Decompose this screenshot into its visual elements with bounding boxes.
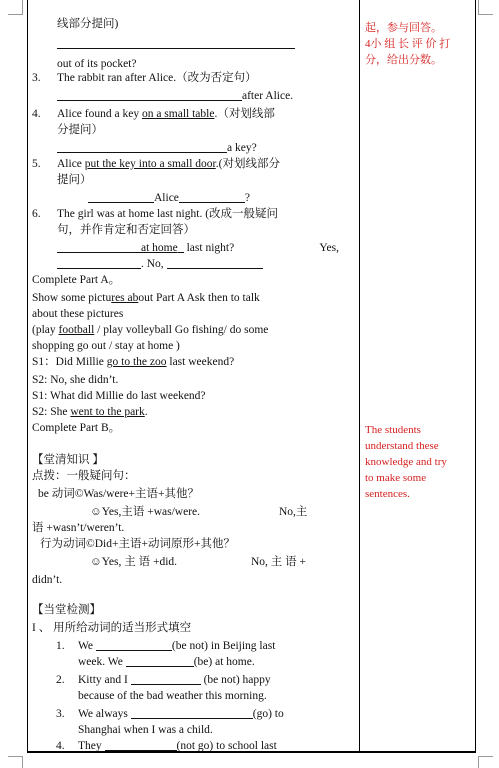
q6-ans-at-home: at home — [141, 242, 178, 254]
q5-line2: 提问） — [57, 174, 92, 186]
q4-answer-tail: a key? — [227, 142, 257, 154]
crop-mark-top-left-v — [22, 0, 23, 14]
side-note-mid-line1: The students — [365, 424, 421, 436]
part-a-play-post: / play volleyball Go fishing/ do some — [94, 324, 269, 336]
q6-ans-last-night: last night? — [186, 242, 235, 254]
q4-number: 4. — [32, 108, 41, 120]
q2-line2: out of its pocket? — [57, 58, 137, 70]
q6-answer-line2 — [57, 256, 263, 272]
test-item-3-line1 — [78, 706, 284, 722]
q5-number: 5. — [32, 158, 41, 170]
part-a-play-pre: (play — [32, 324, 59, 336]
q3-text: The rabbit ran after Alice.（改为否定句） — [57, 72, 257, 84]
test-item-2-line1 — [78, 672, 271, 688]
test-item-1-hint: (be not) in Beijing last — [171, 640, 276, 652]
q4-answer — [57, 140, 257, 156]
knowledge-be-answer: ☺Yes,主语 +was/were. — [90, 506, 201, 518]
q6-answer-blank-3[interactable] — [167, 256, 263, 269]
q6-underline-gap — [178, 240, 184, 253]
test-item-1-line2 — [78, 654, 255, 670]
part-a-show-ul: res ab — [111, 292, 139, 304]
side-note-top — [365, 20, 471, 68]
q4-text — [57, 106, 275, 122]
q4-line2: 分提问） — [57, 124, 103, 136]
q2-answer-line[interactable] — [57, 36, 295, 52]
side-note-mid-line4: to make some — [365, 472, 427, 484]
test-item-1-number: 1. — [56, 640, 65, 652]
knowledge-title: 【堂清知识 】 — [32, 454, 104, 466]
test-item-3-subject: We always — [78, 708, 128, 720]
q6-text: The girl was at home last night. (改成一般疑问 — [57, 208, 279, 220]
part-a-heading: Complete Part A。 — [32, 274, 121, 286]
test-item-4-hint: (not go) to school last — [176, 740, 277, 752]
knowledge-be-rule: be 动词©Was/were+主语+其他？ — [38, 488, 199, 500]
s1a-pre: S1：Did Millie — [32, 356, 107, 368]
part-a-s2-answer2 — [32, 404, 148, 420]
s2b-ul: went to the park — [70, 406, 145, 418]
test-item-3-hint: (go) to — [252, 708, 284, 720]
knowledge-tip: 点拨：一般疑问句： — [32, 470, 136, 482]
q5-answer-blank-2[interactable] — [179, 190, 245, 203]
test-item-3-blank[interactable] — [131, 706, 253, 719]
q3-answer — [57, 88, 293, 104]
test-item-1-cont-pre: week. We — [78, 656, 123, 668]
test-item-4-blank[interactable] — [105, 738, 177, 751]
test-item-2-line2: because of the bad weather this morning. — [78, 690, 267, 702]
test-item-2-subject: Kitty and I — [78, 674, 128, 686]
part-a-s2-answer: S2: No, she didn’t. — [32, 374, 119, 386]
test-item-1-blank-2[interactable] — [126, 654, 194, 667]
q6-answer-line1 — [57, 240, 339, 256]
test-item-4-line1 — [78, 738, 277, 754]
knowledge-verb-answer: ☺Yes, 主 语 +did. — [90, 556, 178, 568]
column-divider — [359, 0, 360, 752]
test-item-1-cont-post: (be) at home. — [193, 656, 255, 668]
s1a-post: last weekend? — [166, 356, 235, 368]
side-note-mid-line3: knowledge and try — [365, 456, 447, 468]
test-item-1-subject: We — [78, 640, 94, 652]
part-a-play-ul: football — [58, 324, 95, 336]
q5-answer — [88, 190, 250, 206]
test-item-2-number: 2. — [56, 674, 65, 686]
test-item-4-subject: They — [78, 740, 102, 752]
part-a-show-pre: Show some pictu — [32, 292, 112, 304]
knowledge-be-answer-cont: 语 +wasn’t/weren’t. — [32, 522, 125, 534]
q5-answer-blank-1[interactable] — [88, 190, 154, 203]
crop-mark-bottom-left-v — [22, 756, 23, 768]
test-title: 【当堂检测】 — [32, 604, 101, 616]
test-item-2-hint: (be not) happy — [203, 674, 271, 686]
q5-text — [57, 156, 280, 172]
q4-text-underlined: on a small table — [141, 108, 215, 120]
q2-line1: 线部分提问) — [57, 18, 119, 30]
part-a-show-line2: about these pictures — [32, 308, 124, 320]
q4-text-post: .（对划线部 — [214, 108, 275, 120]
q6-ans-no: . No, — [141, 258, 164, 270]
q6-line2: 句，并作肯定和否定回答） — [57, 224, 195, 236]
q6-answer-blank-1[interactable] — [57, 240, 141, 253]
q5-answer-end: ? — [244, 192, 251, 204]
side-note-mid-line2: understand these — [365, 440, 439, 452]
q6-answer-blank-2[interactable] — [57, 256, 141, 269]
part-a-s1-question — [32, 354, 234, 370]
side-note-top-line2: 4小 组 长 评 价 打 — [365, 38, 451, 50]
q3-number: 3. — [32, 72, 41, 84]
part-a-play-line2: shopping go out / stay at home ) — [32, 340, 180, 352]
s2b-pre: S2: She — [32, 406, 71, 418]
q5-text-underlined: put the key into a small door — [84, 158, 216, 170]
part-a-play-line1 — [32, 322, 268, 338]
part-a-show-post: out Part A Ask then to talk — [138, 292, 260, 304]
q6-ans-yes: Yes, — [319, 242, 339, 254]
q5-text-post: .(对划线部分 — [215, 158, 280, 170]
test-item-2-blank[interactable] — [131, 672, 201, 685]
test-item-1-blank-1[interactable] — [96, 638, 172, 651]
side-note-mid-line5: sentences. — [365, 488, 410, 500]
q5-answer-mid: Alice — [154, 192, 179, 204]
crop-mark-top-left-h — [8, 14, 23, 15]
q6-number: 6. — [32, 208, 41, 220]
test-item-3-line2: Shanghai when I was a child. — [78, 724, 213, 736]
test-item-4-number: 4. — [56, 740, 65, 752]
side-note-top-line1: 起，参与回答。 — [365, 22, 442, 34]
knowledge-be-answer-no: No,主 — [279, 506, 308, 518]
knowledge-verb-rule: 行为动词©Did+主语+动词原形+其他？ — [40, 538, 235, 550]
knowledge-verb-answer-no: No, 主 语 + — [251, 556, 307, 568]
test-section: I 、 用所给动词的适当形式填空 — [32, 622, 192, 634]
q4-answer-blank[interactable] — [57, 140, 227, 153]
knowledge-verb-answer-cont: didn’t. — [32, 574, 63, 586]
part-a-s1-question2: S1: What did Millie do last weekend? — [32, 390, 206, 402]
q3-answer-tail: after Alice. — [242, 90, 294, 102]
crop-mark-top-right-v — [478, 0, 479, 14]
crop-mark-bottom-right-h — [478, 756, 493, 757]
part-a-show-line1 — [32, 290, 260, 306]
crop-mark-top-right-h — [478, 14, 493, 15]
s1a-ul: go to the zoo — [106, 356, 167, 368]
s2b-post: . — [144, 406, 148, 418]
crop-mark-bottom-left-h — [8, 756, 23, 757]
q3-answer-blank[interactable] — [57, 88, 242, 101]
q5-text-pre: Alice — [57, 158, 85, 170]
part-b-heading: Complete Part B。 — [32, 422, 121, 434]
q4-text-pre: Alice found a key — [57, 108, 142, 120]
side-note-top-line3: 分，给出分数。 — [365, 54, 442, 66]
side-note-mid — [365, 422, 471, 502]
test-item-1-line1 — [78, 638, 275, 654]
crop-mark-bottom-right-v — [478, 756, 479, 768]
lesson-table — [27, 0, 476, 753]
test-item-3-number: 3. — [56, 708, 65, 720]
